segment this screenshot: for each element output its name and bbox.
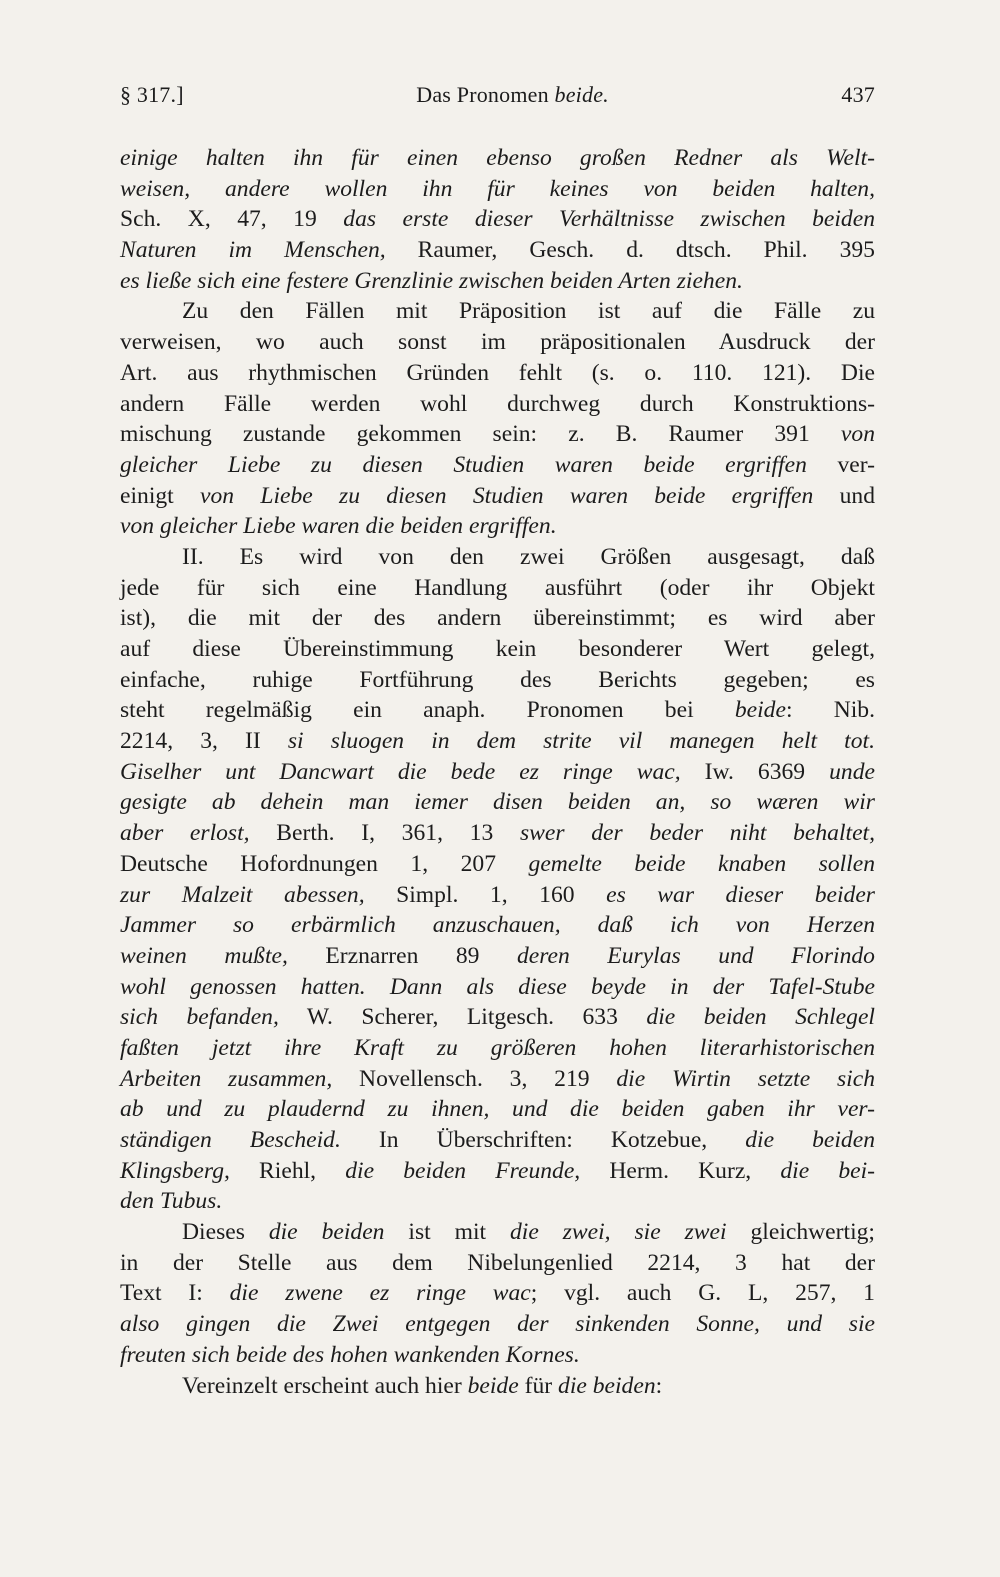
italic-segment: ab und zu plaudernd zu ihnen, und die beiden gaben ihr ver- [120,1096,875,1123]
italic-segment: einige halten ihn für einen ebenso großen Redner als Welt- [120,145,875,171]
roman-segment: auf diese Übereinstimmung kein besonderer Wert gelegt, [120,636,875,662]
italic-segment: weisen, andere wollen ihn für keines von beiden halten, [120,175,875,202]
italic-segment: gemelte beide knaben sollen [528,850,875,877]
italic-segment: weinen mußte, [120,942,288,969]
text-line [120,972,875,1003]
text-line [120,1278,875,1309]
text-line [120,665,875,696]
text-line [120,1156,875,1187]
text-line [120,1125,875,1156]
roman-segment: und [813,482,875,509]
text-line [120,603,875,634]
text-line [120,450,875,481]
roman-segment: für [518,1372,559,1399]
text-line [120,757,875,788]
italic-segment: gleicher Liebe zu diesen Studien waren beide ergriffen [120,451,807,478]
text-line [120,1064,875,1095]
roman-segment: Riehl, [229,1157,346,1184]
text-line [120,204,875,235]
text-line [120,174,875,205]
roman-segment: In Überschriften: Kotzebue, [340,1127,746,1153]
text-line [120,726,875,757]
text-line [120,1340,875,1371]
italic-segment: es war dieser beider [606,881,875,908]
text-line [120,1371,875,1402]
roman-segment: 2214, 3, II [120,728,288,755]
roman-segment: Sch. X, 47, 19 [120,206,344,233]
text-line [120,1186,875,1217]
text-line [120,1094,875,1125]
italic-segment: Naturen im Menschen, [120,237,386,264]
roman-segment: Raumer, Gesch. d. dtsch. Phil. 395 [385,237,875,264]
text-line [120,910,875,941]
running-title-word: beide. [554,82,609,107]
italic-segment: si sluogen in dem strite vil manegen helt tot. [287,728,875,755]
body-text [120,143,875,1401]
roman-segment: Herm. Kurz, [580,1157,781,1184]
italic-segment: gesigte ab dehein man iemer disen beiden an, so wæren wir [120,789,875,816]
roman-segment: Vereinzelt erscheint auch hier [182,1372,468,1399]
italic-segment: zur Malzeit abessen, [120,881,365,908]
italic-segment: beide [734,697,786,724]
text-line [120,389,875,420]
roman-segment: Zu den Fällen mit Präposition ist auf die Fälle zu [182,298,875,325]
text-line [120,818,875,849]
italic-segment: die beiden [745,1127,875,1153]
italic-segment: Giselher unt Dancwart die bede ez ringe wac, [120,758,681,785]
italic-segment: unde [829,758,875,785]
roman-segment: steht regelmäßig ein anaph. Pronomen bei [120,697,735,724]
roman-segment: mischung zustande gekommen sein: z. B. Raumer 391 [120,421,841,448]
italic-segment: die zwene ez ringe wac [229,1280,531,1307]
italic-segment: von [840,421,875,448]
text-line [120,634,875,665]
italic-segment: sich befanden, [120,1004,279,1031]
text-line [120,1033,875,1064]
text-line [120,542,875,573]
roman-segment: ist mit [384,1219,510,1246]
roman-segment: II. Es wird von den zwei Größen ausgesagt, daß [182,543,875,570]
roman-segment: in der Stelle aus dem Nibelungenlied 2214, 3 hat der [120,1249,875,1276]
roman-segment: Simpl. 1, 160 [364,881,607,908]
running-title-prefix: Das Pronomen [416,82,555,107]
roman-segment: gleichwertig; [726,1219,875,1246]
roman-segment: einfache, ruhige Fortführung des Berichts gegeben; es [120,666,875,693]
italic-segment: die beiden [268,1219,385,1246]
italic-segment: von Liebe zu diesen Studien waren beide ergriffen [200,482,814,509]
roman-segment: Deutsche Hofordnungen 1, 207 [120,850,529,877]
italic-segment: Arbeiten zusammen, [120,1065,333,1092]
italic-segment: deren Eurylas und Florindo [516,942,875,969]
roman-segment: Berth. I, 361, 13 [249,820,520,847]
italic-segment: das erste dieser Verhältnisse zwischen beiden [343,206,875,233]
italic-segment: swer der beder niht behaltet, [519,820,875,847]
roman-segment: ist), die mit der des andern übereinstimmt; es wird aber [120,605,875,632]
italic-segment: also gingen die Zwei entgegen der sinkenden Sonne, und sie [120,1311,875,1338]
text-line [120,419,875,450]
italic-segment: es ließe sich eine festere Grenzlinie zwischen beiden Arten ziehen. [120,267,743,294]
text-line [120,358,875,389]
italic-segment: faßten jetzt ihre Kraft zu größeren hohen literarhistorischen [120,1034,875,1061]
italic-segment: die zwei, sie zwei [509,1219,727,1246]
roman-segment: Text I: [120,1280,230,1307]
text-line [120,787,875,818]
italic-segment: die beiden Schlegel [646,1004,875,1031]
italic-segment: beide [467,1372,519,1399]
text-line [120,1248,875,1279]
text-line [120,880,875,911]
text-line [120,941,875,972]
roman-segment: andern Fälle werden wohl durchweg durch Konstruktions- [120,390,875,417]
roman-segment: ver- [806,451,875,478]
roman-segment: ; vgl. auch G. L, 257, 1 [530,1280,875,1307]
roman-segment: Iw. 6369 [680,758,830,785]
italic-segment: die bei- [780,1157,875,1184]
roman-segment: einigt [120,482,201,509]
italic-segment: wohl genossen hatten. Dann als diese beyde in der Tafel-Stube [120,973,875,1000]
italic-segment: die beiden Freunde, [345,1157,581,1184]
running-title [196,82,830,108]
roman-segment: Art. aus rhythmischen Gründen fehlt (s. o. 110. 121). Die [120,359,875,386]
text-line [120,1217,875,1248]
text-line [120,849,875,880]
roman-segment: Erznarren 89 [287,942,517,969]
italic-segment: ständigen Bescheid. [120,1127,341,1153]
italic-segment: von gleicher Liebe waren die beiden ergriffen. [120,513,557,540]
italic-segment: die Wirtin setzte sich [616,1065,875,1092]
roman-segment: Dieses [182,1219,269,1246]
italic-segment: freuten sich beide des hohen wankenden Kornes. [120,1341,580,1368]
text-line [120,695,875,726]
roman-segment: verweisen, wo auch sonst im präpositionalen Ausdruck der [120,329,875,356]
text-line [120,481,875,512]
text-line [120,235,875,266]
roman-segment: : [655,1372,663,1399]
roman-segment: jede für sich eine Handlung ausführt (oder ihr Objekt [120,574,875,601]
roman-segment: Novellensch. 3, 219 [332,1065,617,1092]
section-reference: § 317.] [120,82,184,107]
roman-segment: W. Scherer, Litgesch. 633 [278,1004,647,1031]
italic-segment: aber erlost, [120,820,250,847]
text-line [120,143,875,174]
text-line [120,327,875,358]
italic-segment: den Tubus. [120,1188,223,1215]
running-head [120,82,875,116]
text-line [120,573,875,604]
text-line [120,1002,875,1033]
text-line [120,266,875,297]
text-line [120,511,875,542]
italic-segment: Jammer so erbärmlich anzuschauen, daß ich von Herzen [120,912,875,939]
italic-segment: Klingsberg, [120,1157,230,1184]
italic-segment: die beiden [558,1372,656,1399]
text-line [120,296,875,327]
page-number: 437 [841,82,875,107]
roman-segment: : Nib. [785,697,875,724]
text-line [120,1309,875,1340]
